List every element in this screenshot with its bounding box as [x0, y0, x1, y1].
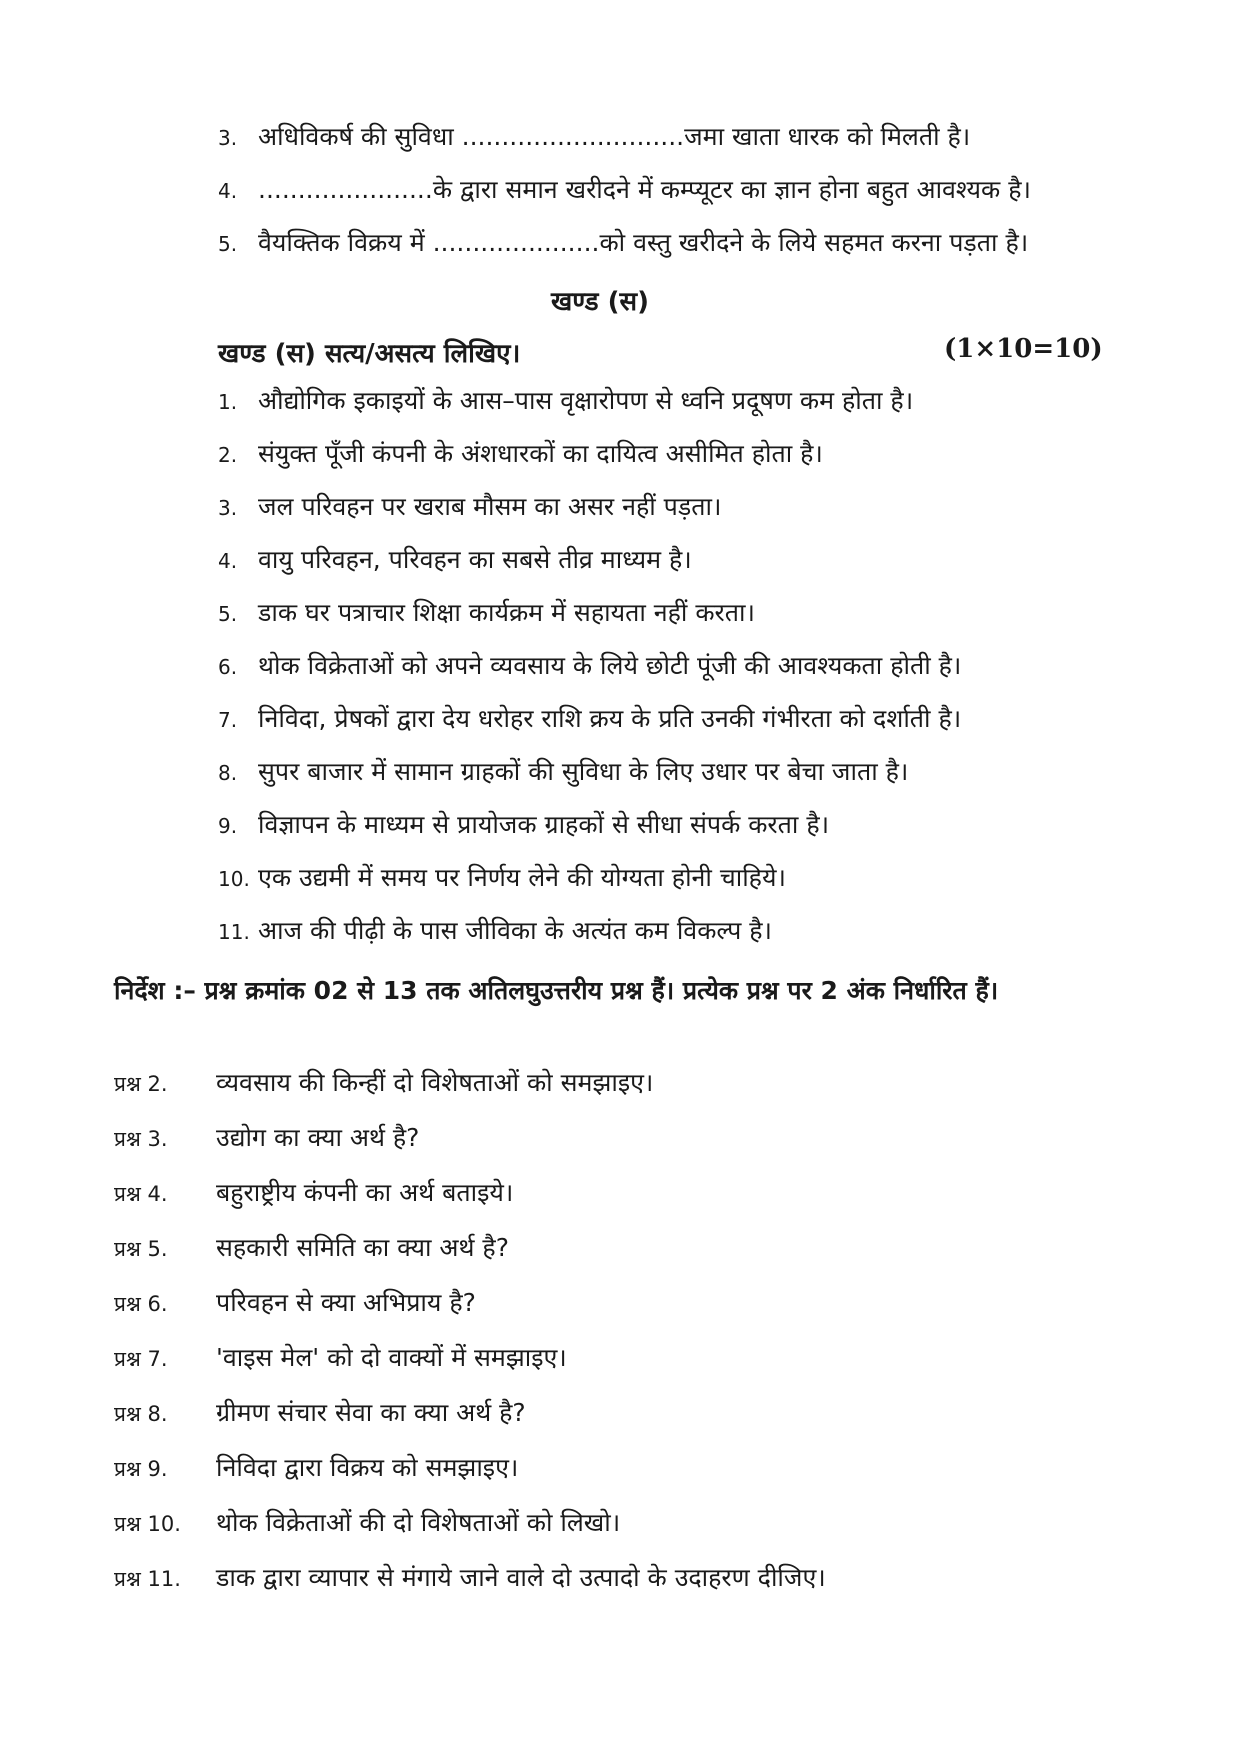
question-text: उद्योग का क्या अर्थ है?	[216, 1123, 420, 1152]
question-number: प्रश्न 8.	[114, 1402, 168, 1426]
item-number: 2.	[218, 443, 238, 467]
item-text: विज्ञापन के माध्यम से प्रायोजक ग्राहकों से सीधा संपर्क करता है।	[258, 810, 830, 839]
item-text: संयुक्त पूँजी कंपनी के अंशधारकों का दायित्व असीमित होता है।	[258, 439, 823, 468]
item-text: थोक विक्रेताओं को अपने व्यवसाय के लिये छोटी पूंजी की आवश्यकता होती है।	[258, 651, 962, 680]
true-false-item	[218, 702, 961, 737]
question-number: प्रश्न 10.	[114, 1512, 181, 1536]
item-number: 8.	[218, 761, 238, 785]
true-false-item	[218, 649, 961, 684]
item-text: औद्योगिक इकाइयों के आस–पास वृक्षारोपण से ध्वनि प्रदूषण कम होता है।	[258, 386, 914, 415]
section-heading: खण्ड (स)	[551, 287, 649, 317]
fill-blank-item	[218, 120, 970, 155]
question-text: निविदा द्वारा विक्रय को समझाइए।	[216, 1453, 519, 1482]
question-text: 'वाइस मेल' को दो वाक्यों में समझाइए।	[216, 1343, 567, 1372]
question-number: प्रश्न 9.	[114, 1457, 168, 1481]
item-number: 9.	[218, 814, 238, 838]
question-number: प्रश्न 4.	[114, 1182, 168, 1206]
question-item	[114, 1561, 826, 1596]
fill-blank-item	[218, 226, 1028, 261]
item-text: एक उद्यमी में समय पर निर्णय लेने की योग्यता होनी चाहिये।	[258, 863, 786, 892]
question-text: डाक द्वारा व्यापार से मंगाये जाने वाले दो उत्पादो के उदाहरण दीजिए।	[216, 1563, 826, 1592]
true-false-item	[218, 596, 755, 631]
question-number: प्रश्न 7.	[114, 1347, 168, 1371]
item-text: आज की पीढ़ी के पास जीविका के अत्यंत कम विकल्प है।	[258, 916, 773, 945]
true-false-item	[218, 755, 908, 790]
question-item	[114, 1451, 518, 1486]
question-item	[114, 1176, 513, 1211]
item-text: वैयक्तिक विक्रय में .....................को वस्तु खरीदने के लिये सहमत करना पड़ता है।	[258, 228, 1029, 257]
question-number: प्रश्न 2.	[114, 1072, 168, 1096]
item-text: निविदा, प्रेषकों द्वारा देय धरोहर राशि क्रय के प्रति उनकी गंभीरता को दर्शाती है।	[258, 704, 962, 733]
true-false-item	[218, 861, 786, 896]
question-text: व्यवसाय की किन्हीं दो विशेषताओं को समझाइए।	[216, 1068, 654, 1097]
question-text: सहकारी समिति का क्या अर्थ है?	[216, 1233, 509, 1262]
question-item	[114, 1066, 653, 1101]
true-false-item	[218, 437, 823, 472]
section-marks: (1×10=10)	[944, 334, 1103, 364]
question-number: प्रश्न 5.	[114, 1237, 168, 1261]
question-item	[114, 1396, 526, 1431]
question-number: प्रश्न 6.	[114, 1292, 168, 1316]
question-text: थोक विक्रेताओं की दो विशेषताओं को लिखो।	[216, 1508, 621, 1537]
item-number: 10.	[218, 867, 250, 891]
question-item	[114, 1231, 509, 1266]
question-text: बहुराष्ट्रीय कंपनी का अर्थ बताइये।	[216, 1178, 514, 1207]
directive-lead: निर्देश :–	[114, 976, 196, 1005]
item-number: 3.	[218, 496, 238, 520]
section-title: खण्ड (स) सत्य/असत्य लिखिए।	[218, 339, 521, 369]
directive	[114, 968, 1104, 1014]
question-item	[114, 1121, 419, 1156]
true-false-item	[218, 914, 772, 949]
item-number: 5.	[218, 232, 238, 256]
true-false-item	[218, 808, 829, 843]
item-number: 11.	[218, 920, 250, 944]
question-text: परिवहन से क्या अभिप्राय है?	[216, 1288, 476, 1317]
question-item	[114, 1341, 567, 1376]
item-text: वायु परिवहन, परिवहन का सबसे तीव्र माध्यम है।	[258, 545, 692, 574]
question-number: प्रश्न 11.	[114, 1567, 181, 1591]
item-text: ......................के द्वारा समान खरीदने में कम्प्यूटर का ज्ञान होना बहुत आवश्यक है।	[258, 175, 1031, 204]
item-number: 1.	[218, 390, 238, 414]
true-false-item	[218, 384, 913, 419]
question-item	[114, 1506, 620, 1541]
item-text: जल परिवहन पर खराब मौसम का असर नहीं पड़ता।	[258, 492, 722, 521]
item-number: 3.	[218, 126, 238, 150]
item-text: सुपर बाजार में सामान ग्राहकों की सुविधा के लिए उधार पर बेचा जाता है।	[258, 757, 909, 786]
item-number: 4.	[218, 549, 238, 573]
question-text: ग्रीमण संचार सेवा का क्या अर्थ है?	[216, 1398, 526, 1427]
item-number: 4.	[218, 179, 238, 203]
item-text: अधिविकर्ष की सुविधा ............................जमा खाता धारक को मिलती है।	[258, 122, 971, 151]
item-number: 6.	[218, 655, 238, 679]
true-false-item	[218, 543, 692, 578]
directive-text: प्रश्न क्रमांक 02 से 13 तक अतिलघुउत्तरीय प्रश्न हैं। प्रत्येक प्रश्न पर 2 अंक निर्धारित हैं।	[204, 976, 999, 1005]
true-false-item	[218, 490, 721, 525]
fill-blank-item	[218, 173, 1031, 208]
question-number: प्रश्न 3.	[114, 1127, 168, 1151]
question-item	[114, 1286, 476, 1321]
item-number: 7.	[218, 708, 238, 732]
item-number: 5.	[218, 602, 238, 626]
item-text: डाक घर पत्राचार शिक्षा कार्यक्रम में सहायता नहीं करता।	[258, 598, 755, 627]
